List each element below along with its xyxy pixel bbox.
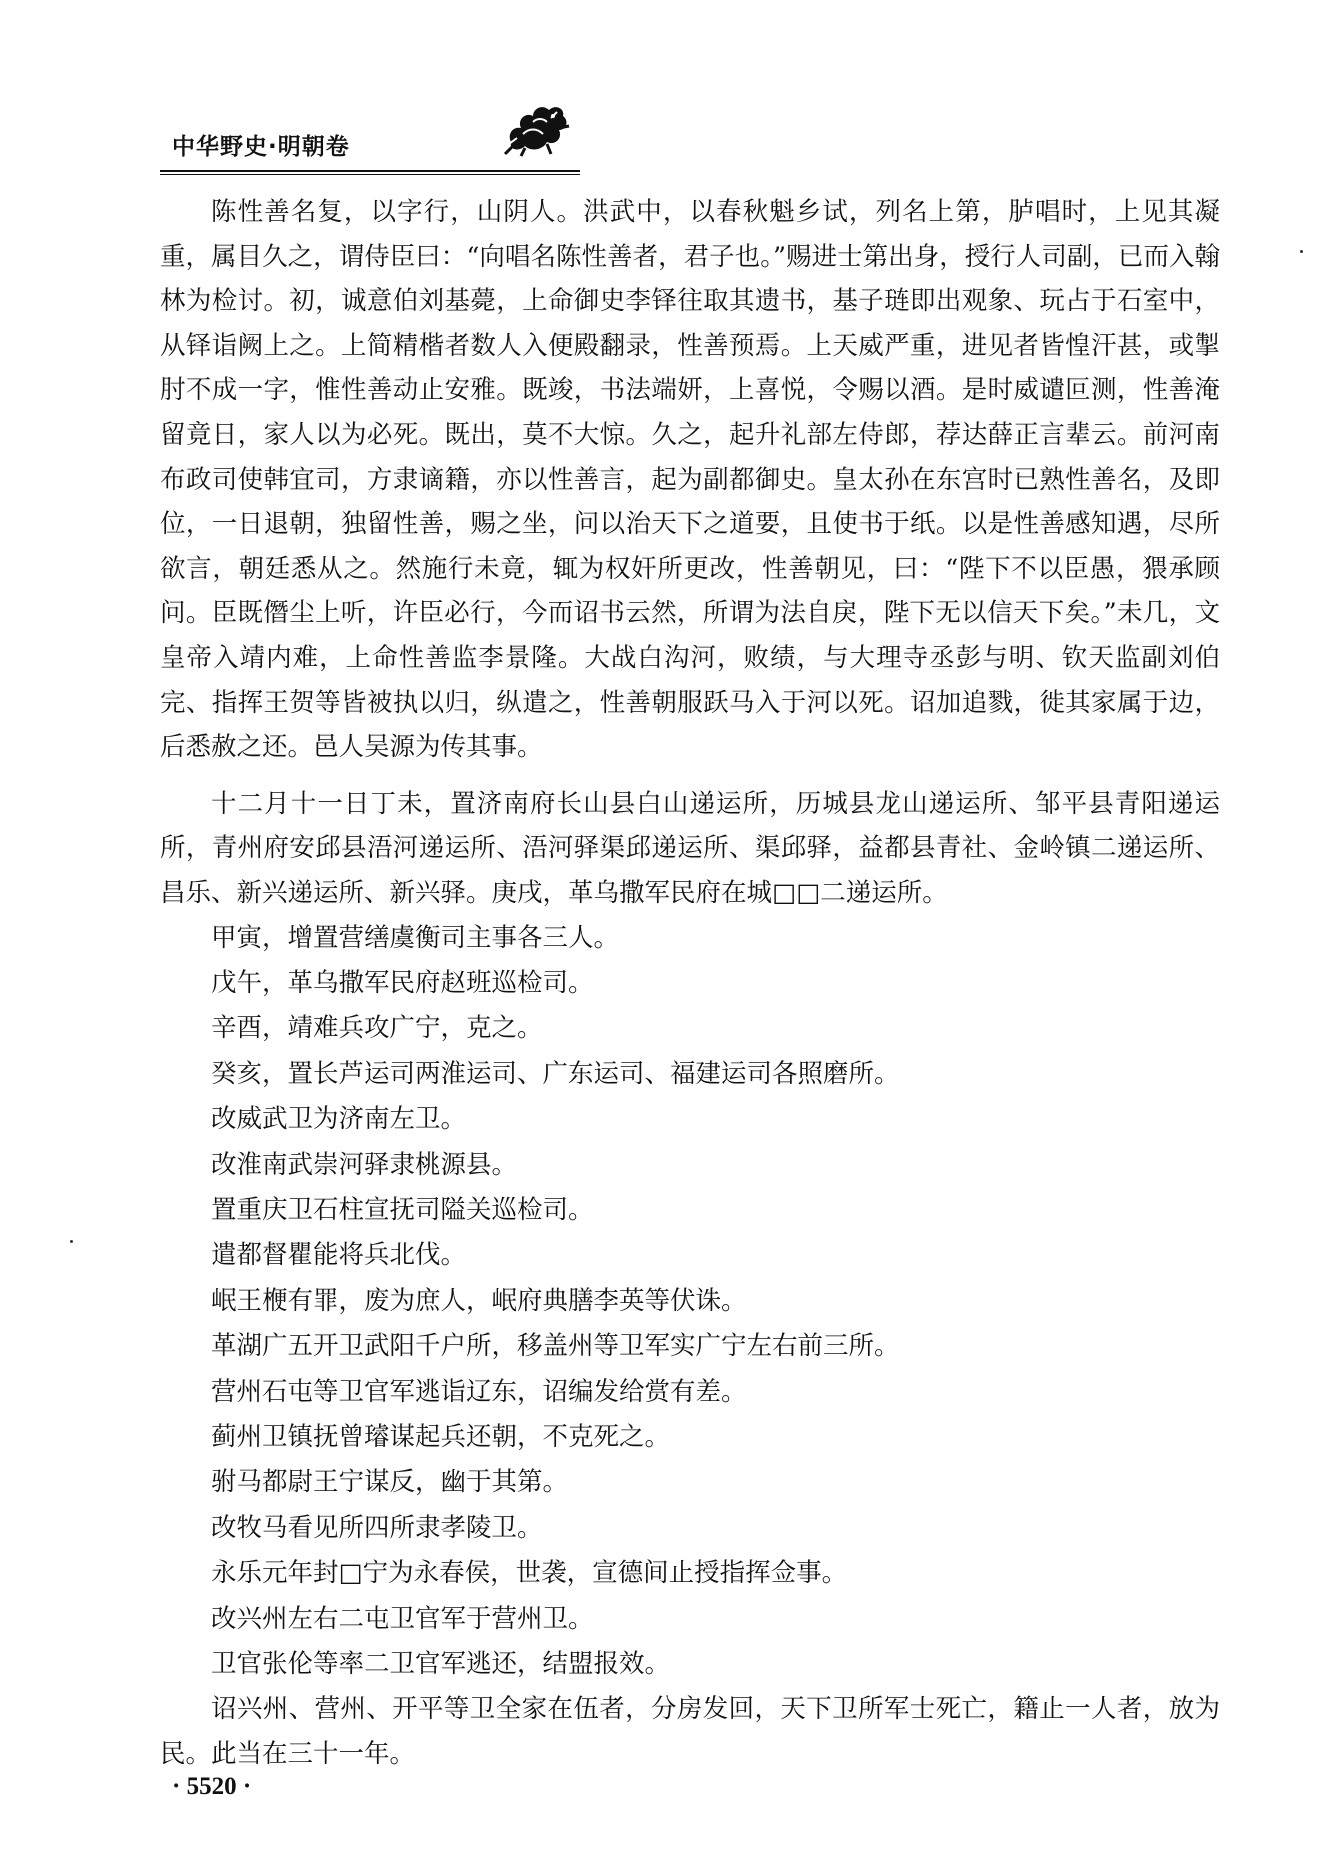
entry-line: 甲寅，增置营缮虞衡司主事各三人。 [211, 922, 620, 953]
paragraph-biography: 陈性善名复，以字行，山阴人。洪武中，以春秋魁乡试，列名上第，胪唱时，上见其凝重，属目久之，谓侍臣曰：“向唱名陈性善者，君子也。”赐进士第出身，授行人司副，已而入翰林为检讨。初，诚意伯刘基薨，上命御史李铎往取其遗书，基子琏即出观象、玩占于石室中，从铎诣阙上之。上简精楷者数人入便殿翻录，性善预焉。上天威严重，进见者皆惶汗甚，或掣肘不成一字，惟性善动止安雅。既竣，书法端妍，上喜悦，令赐以酒。是时威谴叵测，性善淹留竟日，家人以为必死。既出，莫不大惊。久之，起升礼部左侍郎，荐达薛正言辈云。前河南布政司使韩宜司，方隶谪籍，亦以性善言，起为副都御史。皇太孙在东宫时已熟性善名，及即位，一日退朝，独留性善，赐之坐，问以治天下之道要，且使书于纸。以是性善感知遇，尽所欲言，朝廷悉从之。然施行未竟，辄为权奸所更改，性善朝见，曰：“陛下不以臣愚，猥承顾问。臣既僭尘上听，许臣必行，今而诏书云然，所谓为法自戾，陛下无以信天下矣。”未几，文皇帝入靖内难，上命性善监李景隆。大战白沟河，败绩，与大理寺丞彭与明、钦天监副刘伯完、指挥王贺等皆被执以归，纵遣之，性善朝服跃马入于河以死。诏加追戮，徙其家属于边，后悉赦之还。邑人吴源为传其事。 [160, 197, 1220, 763]
entry-line: 永乐元年封□宁为永春侯，世袭，宣德间止授指挥佥事。 [211, 1558, 848, 1589]
entry-line: 革湖广五开卫武阳千户所，移盖州等卫军实广宁左右前三所。 [211, 1331, 900, 1362]
entry-line: 辛酉，靖难兵攻广宁，克之。 [211, 1013, 543, 1044]
paragraph-postal-stations: 十二月十一日丁未，置济南府长山县白山递运所，历城县龙山递运所、邹平县青阳递运所，青州府安邱县浯河递运所、浯河驿渠邱递运所、渠邱驿，益都县青社、金岭镇二递运所、昌乐、新兴递运所、新兴驿。庚戌，革乌撒军民府在城□□二递运所。 [160, 788, 1220, 908]
scan-speck [1300, 250, 1303, 253]
running-header-title: 中华野史·明朝卷 [172, 134, 350, 160]
entry-line: 改淮南武崇河驿隶桃源县。 [211, 1149, 518, 1180]
dragon-icon [503, 98, 573, 158]
page-number: · 5520 · [172, 1773, 252, 1800]
entry-line: 改威武卫为济南左卫。 [211, 1104, 467, 1135]
entry-line: 卫官张伦等率二卫官军逃还，结盟报效。 [211, 1649, 671, 1679]
entry-line: 癸亥，置长芦运司两淮运司、广东运司、福建运司各照磨所。 [211, 1058, 900, 1089]
entry-line: 蓟州卫镇抚曾璿谋起兵还朝，不克死之。 [211, 1421, 671, 1452]
paragraph-closing: 诏兴州、营州、开平等卫全家在伍者，分房发回，天下卫所军士死亡，籍止一人者，放为民。此当在三十一年。 [160, 1694, 1220, 1769]
entry-line: 驸马都尉王宁谋反，幽于其第。 [211, 1467, 569, 1498]
entry-line: 戊午，革乌撒军民府赵班巡检司。 [211, 967, 594, 998]
entry-line: 置重庆卫石柱宣抚司隘关巡检司。 [211, 1194, 594, 1225]
entry-line: 改牧马看见所四所隶孝陵卫。 [211, 1512, 543, 1543]
scan-speck [70, 1240, 73, 1243]
entry-line: 营州石屯等卫官军逃诣辽东，诏编发给赏有差。 [211, 1376, 747, 1407]
entry-line: 岷王楩有罪，废为庶人，岷府典膳李英等伏诛。 [211, 1285, 747, 1316]
header-rule [160, 170, 580, 172]
entry-line: 改兴州左右二屯卫官军于营州卫。 [211, 1603, 594, 1634]
entry-line: 遣都督瞿能将兵北伐。 [211, 1240, 467, 1271]
header-rule-thin [160, 174, 580, 175]
body-text [160, 190, 1220, 1777]
